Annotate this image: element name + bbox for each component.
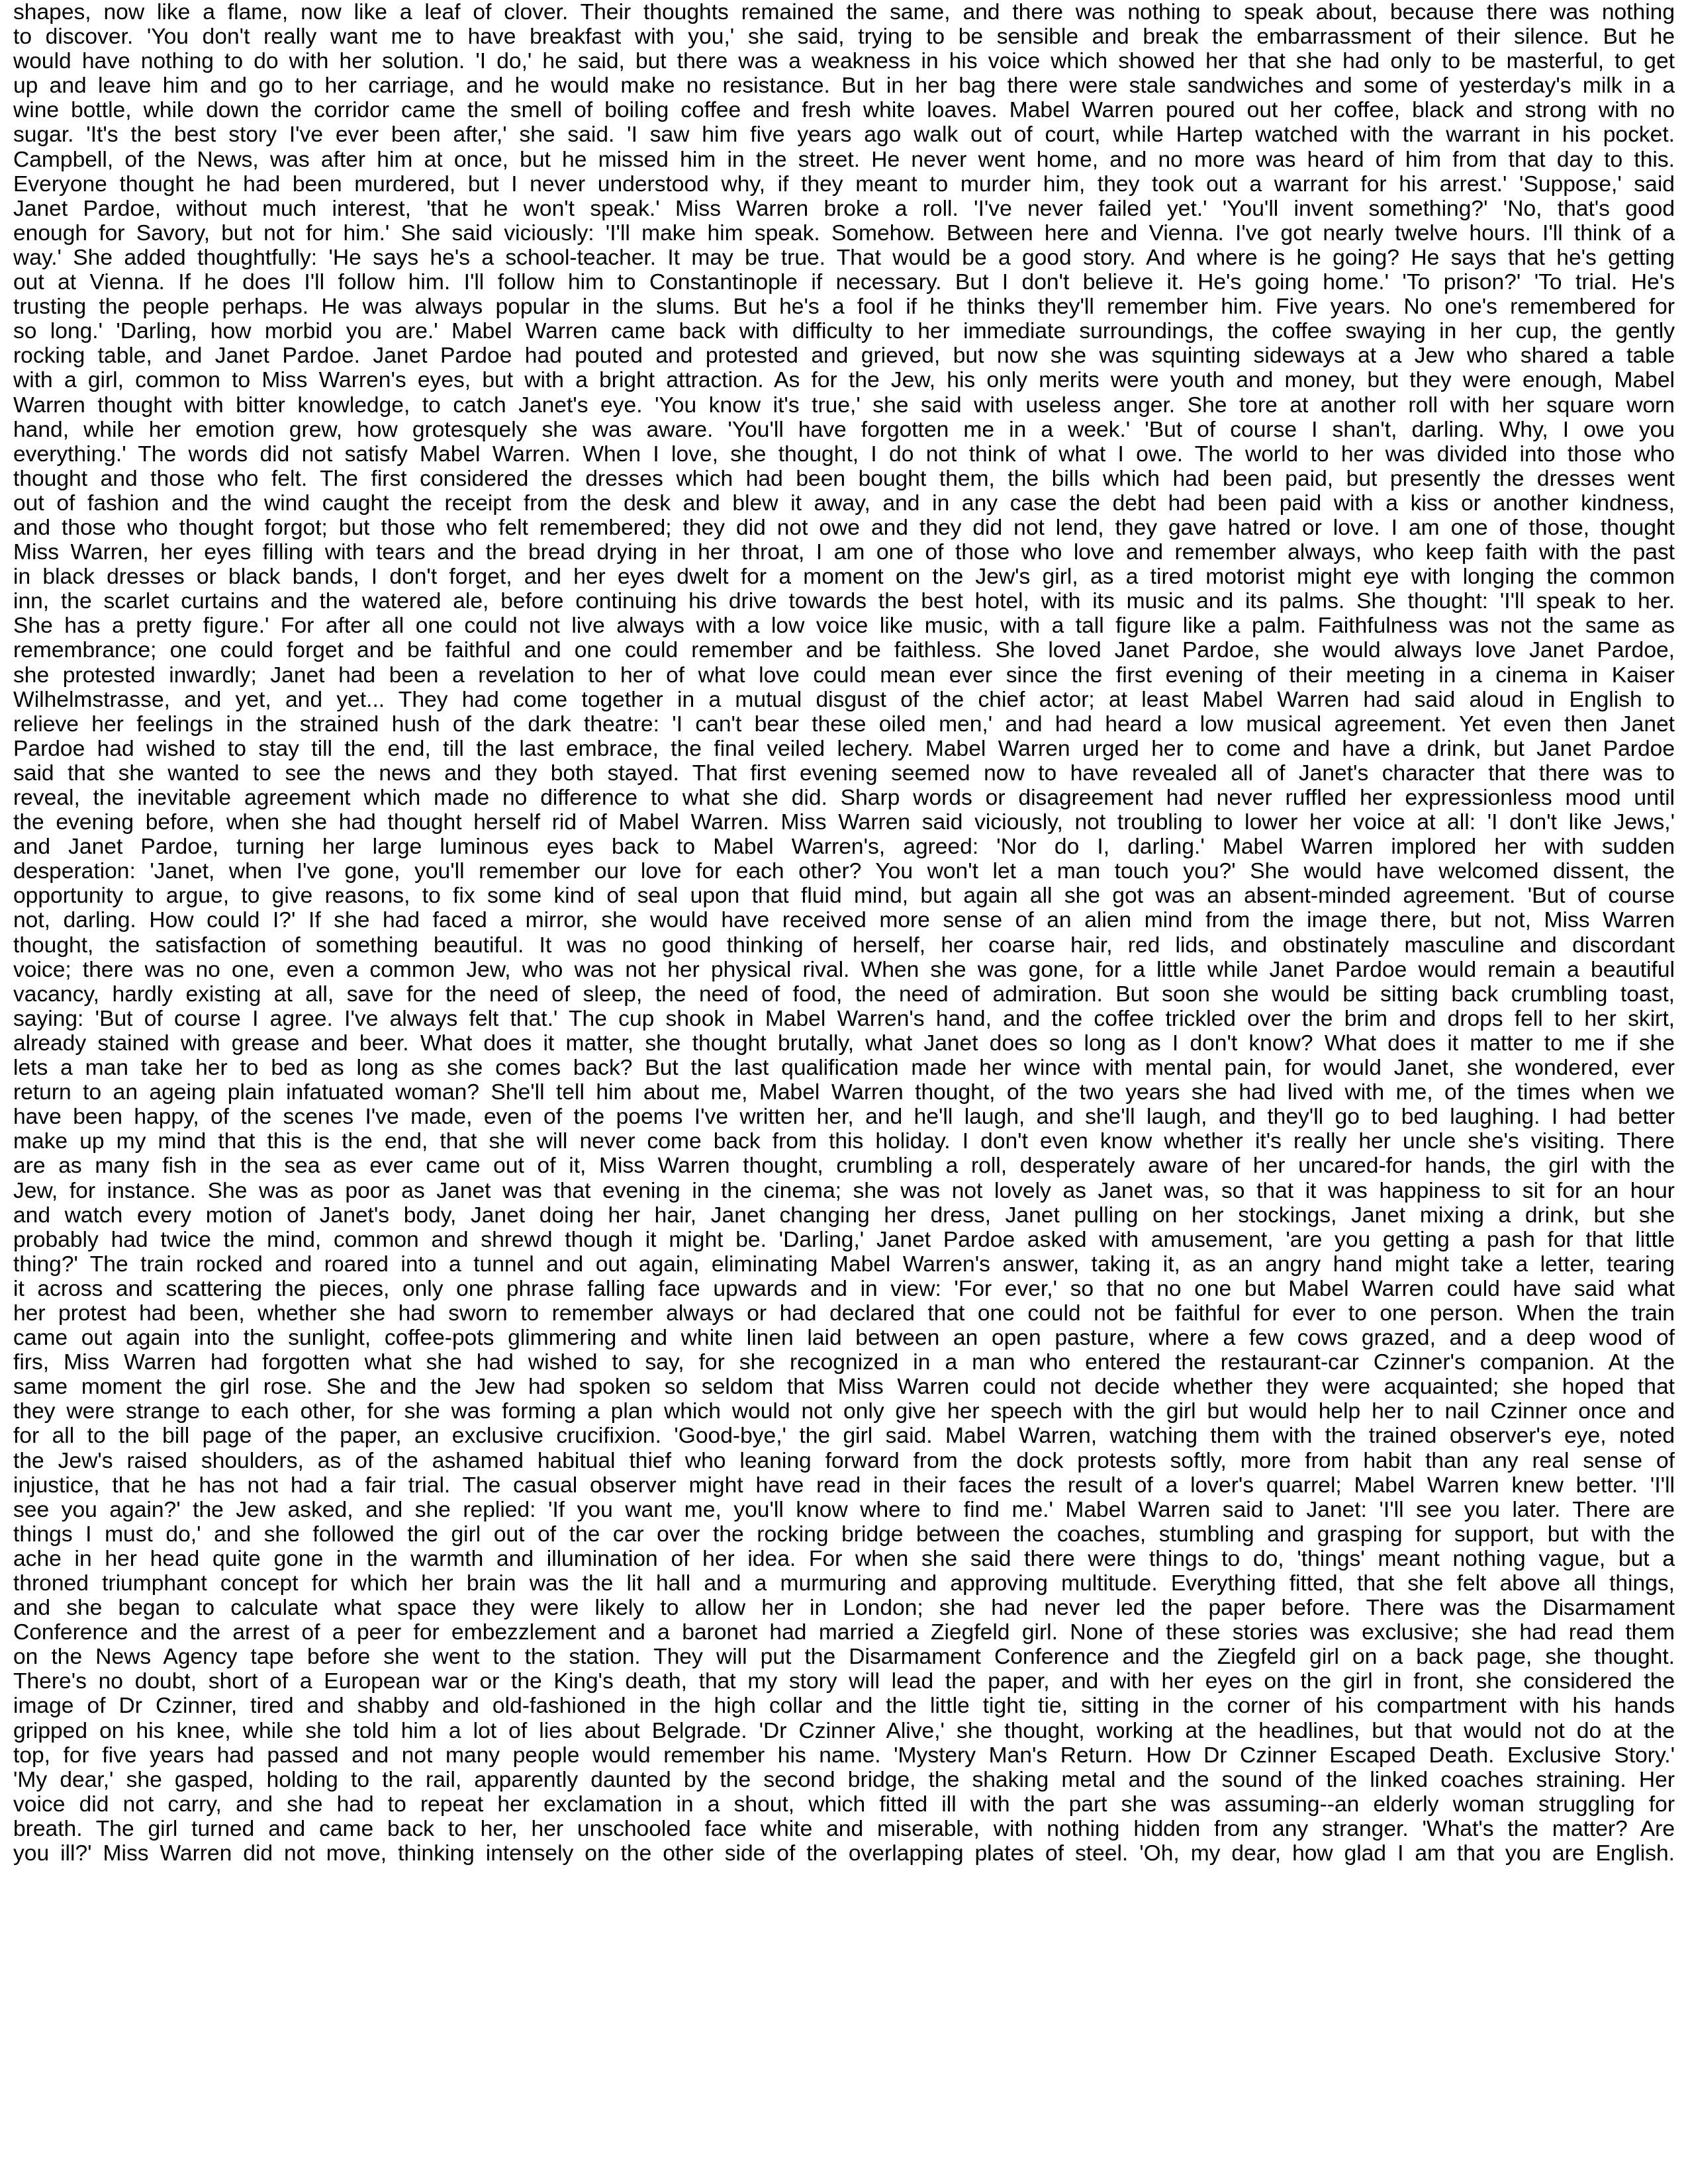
text-line: saying: 'But of course I agree. I've always felt that.' The cup shook in Mabel Warren's hand, and the coffee trickled over the brim and drops fell to her skirt, bbox=[13, 1006, 1675, 1031]
text-line: There's no doubt, short of a European war or the King's death, that my story will lead the paper, and with her eyes on the girl in front, she considered the bbox=[13, 1669, 1675, 1694]
text-line: Janet Pardoe, without much interest, 'that he won't speak.' Miss Warren broke a roll. 'I've never failed yet.' 'You'll invent something?' 'No, that's good bbox=[13, 196, 1675, 221]
text-line: the evening before, when she had thought herself rid of Mabel Warren. Miss Warren said viciously, not troubling to lower her voice at all: 'I don't like Jews,' bbox=[13, 810, 1675, 835]
text-line: up and leave him and go to her carriage, and he would make no resistance. But in her bag there were stale sandwiches and some of yesterday's milk in a bbox=[13, 73, 1675, 99]
text-line: image of Dr Czinner, tired and shabby and old-fashioned in the high collar and the little tight tie, sitting in the corner of his compartment with his hands bbox=[13, 1694, 1675, 1719]
text-line: make up my mind that this is the end, that she will never come back from this holiday. I don't even know whether it's really her uncle she's visiting. There bbox=[13, 1129, 1675, 1154]
text-line: and watch every motion of Janet's body, Janet doing her hair, Janet changing her dress, Janet pulling on her stockings, Janet mixing a drink, but she bbox=[13, 1203, 1675, 1228]
text-line: return to an ageing plain infatuated woman? She'll tell him about me, Mabel Warren thought, of the two years she had lived with me, of the times when we bbox=[13, 1080, 1675, 1105]
text-line: Everyone thought he had been murdered, but I never understood why, if they meant to murder him, they took out a warrant for his arrest.' 'Suppose,' said bbox=[13, 171, 1675, 197]
text-line: inn, the scarlet curtains and the watered ale, before continuing his drive towards the best hotel, with its music and its palms. She thought: 'I'll speak to her. bbox=[13, 589, 1675, 614]
text-line: for all to the bill page of the paper, an exclusive crucifixion. 'Good-bye,' the girl said. Mabel Warren, watching them with the trained observer's eye, noted bbox=[13, 1424, 1675, 1449]
text-line: enough for Savory, but not for him.' She said viciously: 'I'll make him speak. Somehow. Between here and Vienna. I've got nearly twelve hours. I'll think of a bbox=[13, 220, 1675, 246]
text-line: gripped on his knee, while she told him a lot of lies about Belgrade. 'Dr Czinner Alive,' she thought, working at the headlines, but that would not do at the bbox=[13, 1718, 1675, 1743]
text-line: she protested inwardly; Janet had been a revelation to her of what love could mean ever since the first evening of their meeting in a cinema in Kaiser bbox=[13, 662, 1675, 688]
text-line: hand, while her emotion grew, how grotesquely she was aware. 'You'll have forgotten me in a week.' 'But of course I shan't, darling. Why, I owe you bbox=[13, 417, 1675, 442]
text-line: thought, the satisfaction of something beautiful. It was no good thinking of herself, her coarse hair, red lids, and obstinately masculine and discordant bbox=[13, 933, 1675, 958]
text-line: ache in her head quite gone in the warmth and illumination of her idea. For when she said there were things to do, 'things' meant nothing vague, but a bbox=[13, 1546, 1675, 1571]
text-line: top, for five years had passed and not many people would remember his name. 'Mystery Man's Return. How Dr Czinner Escaped Death. Exclusive Story.' bbox=[13, 1743, 1675, 1768]
text-line: her protest had been, whether she had sworn to remember always or had declared that one could not be faithful for ever to one person. When the train bbox=[13, 1300, 1675, 1326]
text-line: and Janet Pardoe, turning her large luminous eyes back to Mabel Warren's, agreed: 'Nor do I, darling.' Mabel Warren implored her with sudden bbox=[13, 835, 1675, 860]
body-text bbox=[13, 0, 1675, 1866]
text-line: firs, Miss Warren had forgotten what she had wished to say, for she recognized in a man who entered the restaurant-car Czinner's companion. At the bbox=[13, 1350, 1675, 1375]
text-line: probably had twice the mind, common and shrewd though it might be. 'Darling,' Janet Pardoe asked with amusement, 'are you getting a pash for that little bbox=[13, 1227, 1675, 1252]
text-line: so long.' 'Darling, how morbid you are.' Mabel Warren came back with difficulty to her immediate surroundings, the coffee swaying in her cup, the gently bbox=[13, 319, 1675, 344]
text-line: Conference and the arrest of a peer for embezzlement and a baronet had married a Ziegfeld girl. None of these stories was exclusive; she had read them bbox=[13, 1620, 1675, 1645]
text-line: breath. The girl turned and came back to her, her unschooled face white and miserable, with nothing hidden from any stranger. 'What's the matter? Are bbox=[13, 1816, 1675, 1841]
text-line: vacancy, hardly existing at all, save for the need of sleep, the need of food, the need of admiration. But soon she would be sitting back crumbling toast, bbox=[13, 981, 1675, 1007]
text-line: desperation: 'Janet, when I've gone, you'll remember our love for each other? You won't let a man touch you?' She would have welcomed dissent, the bbox=[13, 859, 1675, 884]
text-line: thought and those who felt. The first considered the dresses which had been bought them, the bills which had been paid, but presently the dresses went bbox=[13, 466, 1675, 491]
text-line: Pardoe had wished to stay till the end, till the last embrace, the final veiled lechery. Mabel Warren urged her to come and have a drink, but Janet Pardoe bbox=[13, 736, 1675, 761]
text-line: already stained with grease and beer. What does it matter, she thought brutally, what Janet does so long as I don't know? What does it matter to me if she bbox=[13, 1030, 1675, 1056]
text-line: Wilhelmstrasse, and yet, and yet... They had come together in a mutual disgust of the chief actor; at least Mabel Warren had said aloud in English to bbox=[13, 687, 1675, 712]
text-line: voice did not carry, and she had to repeat her exclamation in a shout, which fitted ill with the part she was assuming--an elderly woman struggling for bbox=[13, 1792, 1675, 1817]
text-line: opportunity to argue, to give reasons, to fix some kind of seal upon that fluid mind, but again all she got was an absent-minded agreement. 'But of course bbox=[13, 884, 1675, 909]
text-line: came out again into the sunlight, coffee-pots glimmering and white linen laid between an open pasture, where a few cows grazed, and a deep wood of bbox=[13, 1326, 1675, 1351]
text-line: things I must do,' and she followed the girl out of the car over the rocking bridge between the coaches, stumbling and grasping for support, but with the bbox=[13, 1522, 1675, 1547]
text-line: reveal, the inevitable agreement which made no difference to what she did. Sharp words or disagreement had never ruffled her expressionless mood until bbox=[13, 786, 1675, 810]
text-line: same moment the girl rose. She and the Jew had spoken so seldom that Miss Warren could not decide whether they were acquainted; she hoped that bbox=[13, 1375, 1675, 1400]
text-line: Miss Warren, her eyes filling with tears and the bread drying in her throat, I am one of those who love and remember always, who keep faith with the past bbox=[13, 540, 1675, 565]
text-line: in black dresses or black bands, I don't forget, and her eyes dwelt for a moment on the Jew's girl, as a tired motorist might eye with longing the common bbox=[13, 565, 1675, 590]
text-line: voice; there was no one, even a common Jew, who was not her physical rival. When she was gone, for a little while Janet Pardoe would remain a beautiful bbox=[13, 957, 1675, 982]
text-line: and she began to calculate what space they were likely to allow her in London; she had never led the paper before. There was the Disarmament bbox=[13, 1596, 1675, 1621]
text-line: see you again?' the Jew asked, and she replied: 'If you want me, you'll know where to find me.' Mabel Warren said to Janet: 'I'll see you later. There are bbox=[13, 1497, 1675, 1522]
text-line: out at Vienna. If he does I'll follow him. I'll follow him to Constantinople if necessary. But I don't believe it. He's going home.' 'To prison?' 'To trial. He's bbox=[13, 270, 1675, 295]
text-line: relieve her feelings in the strained hush of the dark theatre: 'I can't bear these oiled men,' and had heard a low musical agreement. Yet even then Janet bbox=[13, 711, 1675, 737]
text-line: 'My dear,' she gasped, holding to the rail, apparently daunted by the second bridge, the shaking metal and the sound of the linked coaches straining. Her bbox=[13, 1767, 1675, 1792]
text-line: trusting the people perhaps. He was always popular in the slums. But he's a fool if he thinks they'll remember him. Five years. No one's remembered for bbox=[13, 295, 1675, 320]
text-line: Jew, for instance. She was as poor as Janet was that evening in the cinema; she was not lovely as Janet was, so that it was happiness to sit for an hour bbox=[13, 1178, 1675, 1203]
text-line: shapes, now like a flame, now like a leaf of clover. Their thoughts remained the same, and there was nothing to speak about, because there was nothing bbox=[13, 0, 1675, 24]
text-line: the Jew's raised shoulders, as of the ashamed habitual thief who leaning forward from the dock protests softly, more from habit than any real sense of bbox=[13, 1448, 1675, 1473]
text-line: on the News Agency tape before she went to the station. They will put the Disarmament Conference and the Ziegfeld girl on a back page, she thought. bbox=[13, 1645, 1675, 1670]
text-line: throned triumphant concept for which her brain was the lit hall and a murmuring and approving multitude. Everything fitted, that she felt above all things, bbox=[13, 1571, 1675, 1596]
text-line: to discover. 'You don't really want me to have breakfast with you,' she said, trying to be sensible and break the embarrassment of their silence. But he bbox=[13, 24, 1675, 50]
text-line: and those who thought forgot; but those who felt remembered; they did not owe and they did not lend, they gave hatred or love. I am one of those, thought bbox=[13, 515, 1675, 540]
text-line: injustice, that he has not had a fair trial. The casual observer might have read in their faces the result of a lover's quarrel; Mabel Warren knew better. 'I'll bbox=[13, 1473, 1675, 1498]
text-line: rocking table, and Janet Pardoe. Janet Pardoe had pouted and protested and grieved, but now she was squinting sideways at a Jew who shared a table bbox=[13, 343, 1675, 369]
text-line: would have nothing to do with her solution. 'I do,' he said, but there was a weakness in his voice which showed her that she had only to be masterful, to get bbox=[13, 49, 1675, 74]
text-line: remembrance; one could forget and be faithful and one could remember and be faithless. She loved Janet Pardoe, she would always love Janet Pardoe, bbox=[13, 638, 1675, 663]
text-line: way.' She added thoughtfully: 'He says he's a school-teacher. It may be true. That would be a good story. And where is he going? He says that he's getting bbox=[13, 245, 1675, 270]
text-line: wine bottle, while down the corridor came the smell of boiling coffee and fresh white loaves. Mabel Warren poured out her coffee, black and strong with no bbox=[13, 98, 1675, 123]
text-line: sugar. 'It's the best story I've ever been after,' she said. 'I saw him five years ago walk out of court, while Hartep watched with the warrant in his pocket. bbox=[13, 122, 1675, 148]
text-line: it across and scattering the pieces, only one phrase falling face upwards and in view: 'For ever,' so that no one but Mabel Warren could have said what bbox=[13, 1276, 1675, 1301]
text-line: with a girl, common to Miss Warren's eyes, but with a bright attraction. As for the Jew, his only merits were youth and money, but they were enough, Mabel bbox=[13, 368, 1675, 393]
text-line: She has a pretty figure.' For after all one could not live always with a low voice like music, with a tall figure like a palm. Faithfulness was not the same as bbox=[13, 614, 1675, 639]
text-line: not, darling. How could I?' If she had faced a mirror, she would have received more sense of an alien mind from the image there, but not, Miss Warren bbox=[13, 908, 1675, 933]
text-line: they were strange to each other, for she was forming a plan which would not only give her speech with the girl but would help her to nail Czinner once and bbox=[13, 1399, 1675, 1424]
text-line: lets a man take her to bed as long as she comes back? But the last qualification made her wince with mental pain, for would Janet, she wondered, ever bbox=[13, 1056, 1675, 1081]
text-line: thing?' The train rocked and roared into a tunnel and out again, eliminating Mabel Warren's answer, taking it, as an angry hand might take a letter, tearing bbox=[13, 1251, 1675, 1277]
text-line: said that she wanted to see the news and they both stayed. That first evening seemed now to have revealed all of Janet's character that there was to bbox=[13, 760, 1675, 786]
text-line: Campbell, of the News, was after him at once, but he missed him in the street. He never went home, and no more was heard of him from that day to this. bbox=[13, 147, 1675, 172]
text-line: are as many fish in the sea as ever came out of it, Miss Warren thought, crumbling a roll, desperately aware of her uncared-for hands, the girl with the bbox=[13, 1154, 1675, 1179]
text-line: you ill?' Miss Warren did not move, thinking intensely on the other side of the overlapping plates of steel. 'Oh, my dear, how glad I am that you are English. bbox=[13, 1841, 1675, 1866]
text-line: everything.' The words did not satisfy Mabel Warren. When I love, she thought, I do not think of what I owe. The world to her was divided into those who bbox=[13, 441, 1675, 467]
text-line: out of fashion and the wind caught the receipt from the desk and blew it away, and in any case the debt had been paid with a kiss or another kindness, bbox=[13, 490, 1675, 516]
text-line: Warren thought with bitter knowledge, to catch Janet's eye. 'You know it's true,' she said with useless anger. She tore at another roll with her square worn bbox=[13, 392, 1675, 418]
text-line: have been happy, of the scenes I've made, even of the poems I've written her, and he'll laugh, and she'll laugh, and they'll go to bed laughing. I had better bbox=[13, 1105, 1675, 1130]
